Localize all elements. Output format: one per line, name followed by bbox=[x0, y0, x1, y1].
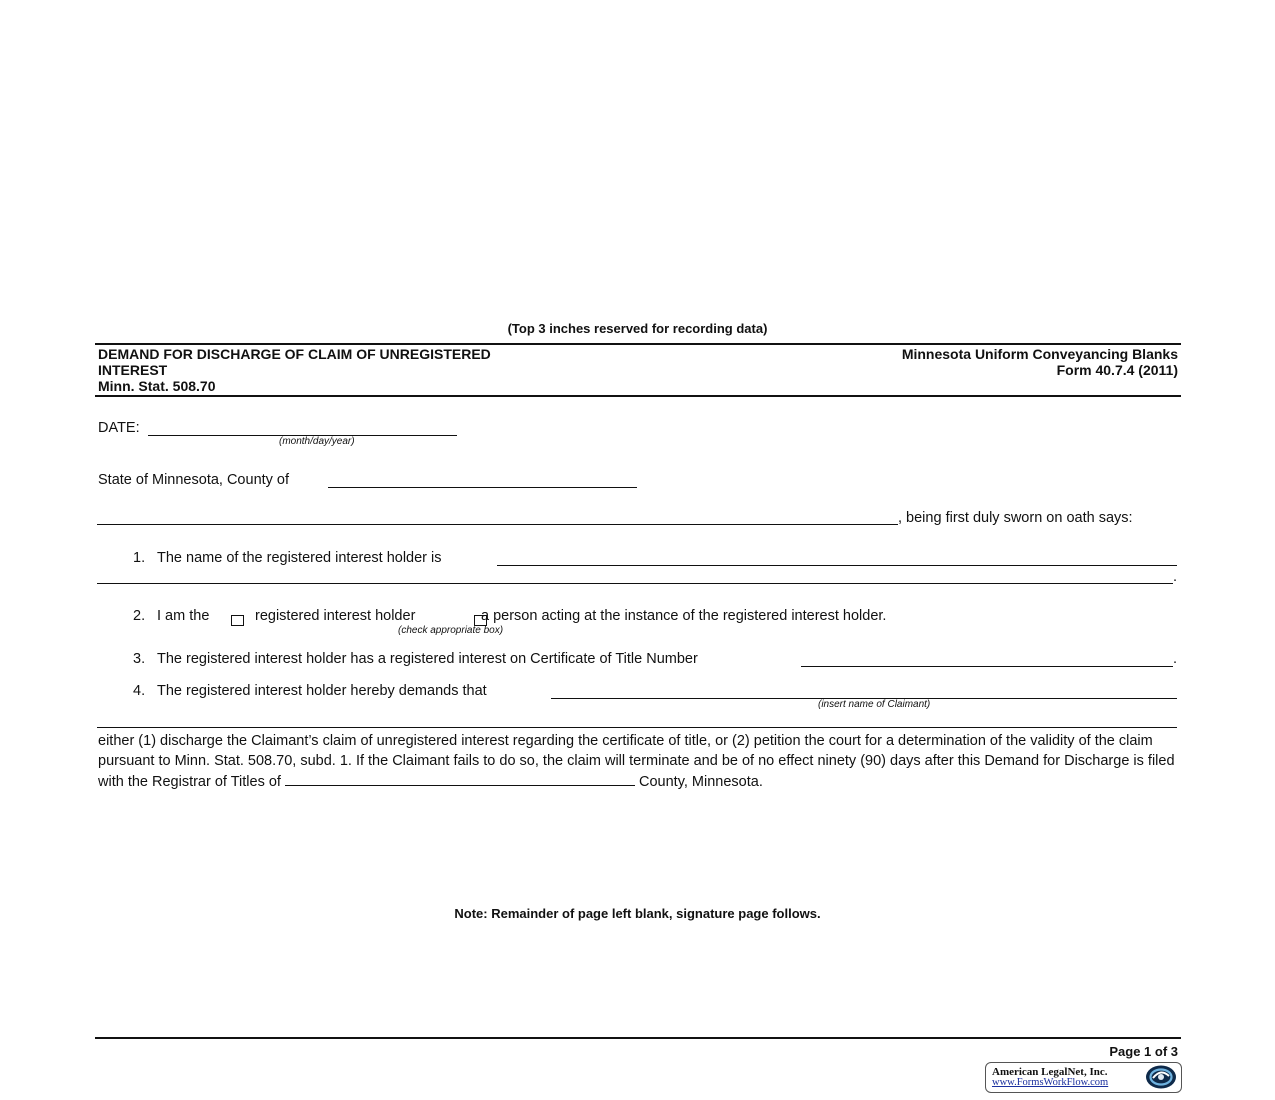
registrar-county-field[interactable] bbox=[285, 771, 635, 786]
date-label: DATE: bbox=[98, 420, 140, 436]
item-1-number: 1. bbox=[133, 550, 146, 566]
county-field[interactable] bbox=[328, 473, 637, 488]
item-4-caption: (insert name of Claimant) bbox=[818, 699, 931, 710]
item-2-option1-label: registered interest holder bbox=[255, 608, 416, 624]
swirl-logo-icon bbox=[1144, 1064, 1178, 1090]
affiant-name-field[interactable] bbox=[97, 510, 898, 525]
item-2-number: 2. bbox=[133, 608, 146, 624]
item-3-number: 3. bbox=[133, 651, 146, 667]
interest-holder-name-field-continued[interactable] bbox=[97, 569, 1173, 584]
header-bottom-rule bbox=[95, 395, 1181, 397]
statute-reference: Minn. Stat. 508.70 bbox=[98, 378, 216, 394]
interest-holder-name-field[interactable] bbox=[497, 551, 1177, 566]
affiant-oath-text: , being first duly sworn on oath says: bbox=[898, 510, 1133, 526]
date-field[interactable] bbox=[148, 421, 457, 436]
form-title-line2: INTEREST bbox=[98, 362, 168, 378]
registered-holder-checkbox[interactable] bbox=[231, 615, 244, 626]
header-top-rule bbox=[95, 343, 1181, 345]
footer-rule bbox=[95, 1037, 1181, 1039]
demand-paragraph bbox=[98, 732, 1178, 793]
item-3-text: The registered interest holder has a registered interest on Certificate of Title Number bbox=[157, 651, 698, 667]
form-title-line1: DEMAND FOR DISCHARGE OF CLAIM OF UNREGISTERED bbox=[98, 346, 491, 362]
form-number: Form 40.7.4 (2011) bbox=[1056, 362, 1178, 378]
certificate-number-field[interactable] bbox=[801, 652, 1173, 667]
item-2-option2-label: a person acting at the instance of the registered interest holder. bbox=[481, 608, 887, 624]
item-4-number: 4. bbox=[133, 683, 146, 699]
page-note: Note: Remainder of page left blank, signature page follows. bbox=[454, 906, 821, 921]
claimant-name-field[interactable] bbox=[551, 684, 1177, 699]
item-1-text: The name of the registered interest holder is bbox=[157, 550, 442, 566]
demand-paragraph-text: either (1) discharge the Claimant’s claim of unregistered interest regarding the certificate of title, or (2) petition the court for a determination of the validity of the claim pursuant to Minn. Stat. 508.70, subd. 1. If the Claimant fails to do so, the claim will terminate and be of no effect ninety (90) days after this Demand for Discharge is filed with the Registrar of Titles of bbox=[98, 733, 1175, 790]
publisher-name: American LegalNet, Inc. bbox=[992, 1066, 1108, 1078]
publisher-logo bbox=[985, 1062, 1182, 1093]
item-2-lead: I am the bbox=[157, 608, 210, 624]
item-2-caption: (check appropriate box) bbox=[398, 625, 504, 636]
demand-paragraph-ending: County, Minnesota. bbox=[639, 774, 763, 790]
form-series: Minnesota Uniform Conveyancing Blanks bbox=[901, 346, 1178, 362]
county-label: State of Minnesota, County of bbox=[98, 472, 290, 488]
item-4-text: The registered interest holder hereby demands that bbox=[157, 683, 487, 699]
page-number: Page 1 of 3 bbox=[1109, 1044, 1178, 1059]
claimant-name-field-continued[interactable] bbox=[97, 713, 1177, 728]
publisher-link[interactable]: www.FormsWorkFlow.com bbox=[992, 1077, 1109, 1088]
recording-note: (Top 3 inches reserved for recording data) bbox=[507, 321, 768, 336]
item-1-period: . bbox=[1173, 569, 1178, 585]
date-caption: (month/day/year) bbox=[279, 436, 355, 447]
item-3-period: . bbox=[1173, 651, 1178, 667]
